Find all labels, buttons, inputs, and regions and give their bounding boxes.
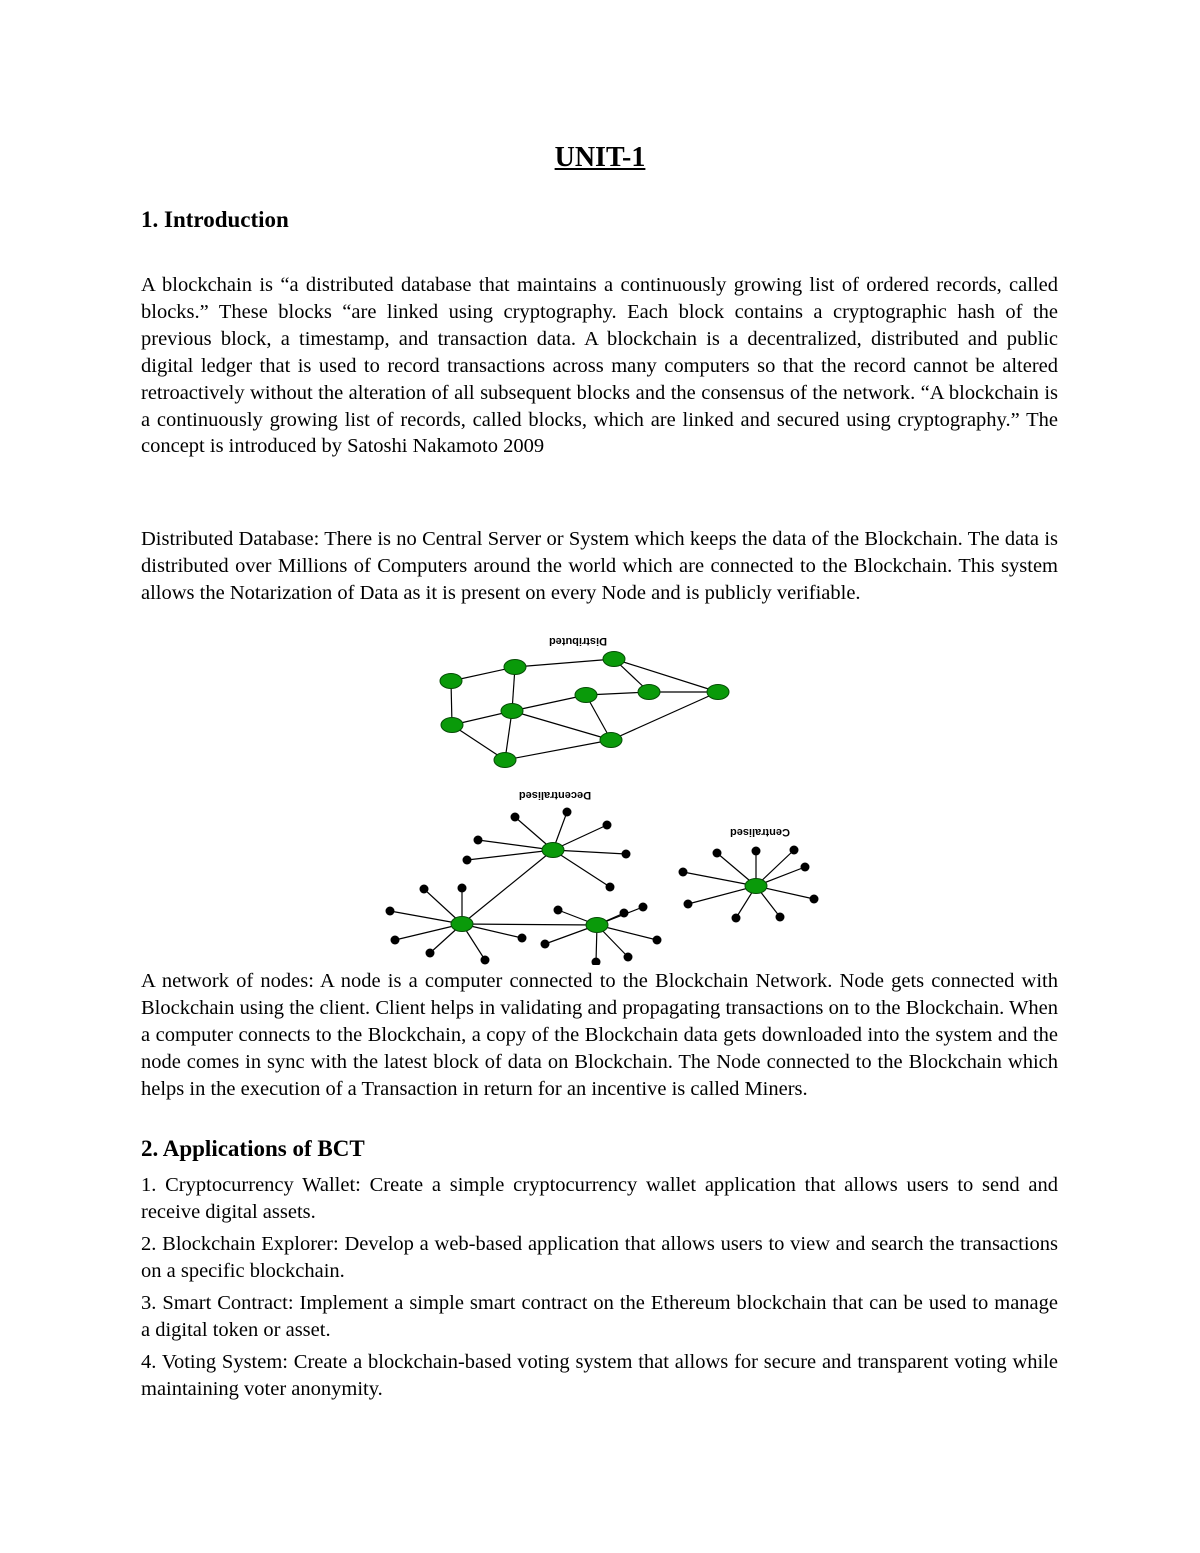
paragraph-network-of-nodes: A network of nodes: A node is a computer connected to the Blockchain Network. Node gets connected with Blockchain using the client. Client helps in validating and propagating transactions on to the Blockchain. When a computer connects to the Blockchain, a copy of the Blockchain data gets downloaded into the system and the node comes in sync with the latest block of data on Blockchain. The Node connected to the Blockchain which helps in the execution of a Transaction in return for an incentive is called Miners.	[141, 970, 1058, 1100]
decentralised-hub-node	[542, 843, 564, 858]
application-item: 1. Cryptocurrency Wallet: Create a simple cryptocurrency wallet application that allows users to send and receive digital assets.	[141, 1174, 1058, 1223]
decentralised-hub-node	[451, 917, 473, 932]
leaf-node	[776, 913, 785, 922]
network-edge	[512, 695, 586, 711]
distributed-node	[501, 704, 523, 719]
leaf-node	[624, 953, 633, 962]
network-edge	[515, 659, 614, 667]
distributed-node	[707, 685, 729, 700]
leaf-node	[518, 934, 527, 943]
leaf-node	[511, 813, 520, 822]
leaf-node	[474, 836, 483, 845]
leaf-node	[679, 868, 688, 877]
application-item: 4. Voting System: Create a blockchain-based voting system that allows for secure and transparent voting while maintaining voter anonymity.	[141, 1351, 1058, 1400]
network-edge	[467, 850, 553, 860]
leaf-node	[481, 956, 490, 965]
leaf-node	[790, 846, 799, 855]
leaf-node	[684, 900, 693, 909]
distributed-node	[603, 652, 625, 667]
page-title: UNIT-1	[554, 142, 646, 173]
network-edge	[462, 850, 553, 924]
label-distributed: Distributed	[548, 635, 608, 648]
leaf-node	[391, 936, 400, 945]
leaf-node	[554, 906, 563, 915]
section-heading-introduction: 1. Introduction	[141, 207, 289, 232]
label-centralised: Centralised	[730, 826, 790, 839]
network-edge	[512, 711, 611, 740]
leaf-node	[426, 949, 435, 958]
section-heading-applications: 2. Applications of BCT	[141, 1136, 365, 1161]
leaf-node	[603, 821, 612, 830]
network-edge	[614, 659, 718, 692]
leaf-node	[732, 914, 741, 923]
leaf-node	[563, 808, 572, 817]
distributed-node	[441, 718, 463, 733]
distributed-node	[575, 688, 597, 703]
leaf-node	[541, 940, 550, 949]
leaf-node	[801, 863, 810, 872]
leaf-node	[713, 849, 722, 858]
network-topology-figure	[370, 630, 830, 965]
leaf-node	[458, 884, 467, 893]
leaf-node	[622, 850, 631, 859]
decentralised-hub-node	[586, 918, 608, 933]
label-decentralised: Decentralised	[518, 789, 592, 802]
distributed-node	[504, 660, 526, 675]
paragraph-intro: A blockchain is “a distributed database that maintains a continuously growing list of ordered records, called blocks.” These blocks “are linked using cryptography. Each block contains a cryptographic hash of the previous block, a timestamp, and transaction data. A blockchain is a decentralized, distributed and public digital ledger that is used to record transactions across many computers so that the record cannot be altered retroactively without the alteration of all subsequent blocks and the consensus of the network. “A blockchain is a continuously growing list of records, called blocks, which are linked and secured using cryptography.” The concept is introduced by Satoshi Nakamoto 2009	[141, 274, 1058, 458]
leaf-node	[592, 958, 601, 966]
application-item: 2. Blockchain Explorer: Develop a web-based application that allows users to view and search the transactions on a specific blockchain.	[141, 1233, 1058, 1282]
leaf-node	[639, 903, 648, 912]
distributed-node	[638, 685, 660, 700]
leaf-node	[620, 909, 629, 918]
network-edge	[462, 924, 597, 925]
paragraph-distributed-database: Distributed Database: There is no Central Server or System which keeps the data of the Blockchain. The data is distributed over Millions of Computers around the world which are connected to the Blockchain. This system allows the Notarization of Data as it is present on every Node and is publicly verifiable.	[141, 528, 1058, 604]
leaf-node	[810, 895, 819, 904]
network-edge	[611, 692, 718, 740]
leaf-node	[463, 856, 472, 865]
distributed-node	[600, 733, 622, 748]
distributed-node	[494, 753, 516, 768]
network-edge	[553, 850, 610, 887]
leaf-node	[606, 883, 615, 892]
leaf-node	[653, 936, 662, 945]
application-item: 3. Smart Contract: Implement a simple smart contract on the Ethereum blockchain that can be used to manage a digital token or asset.	[141, 1292, 1058, 1341]
network-edge	[505, 740, 611, 760]
leaf-node	[420, 885, 429, 894]
centralised-hub-node	[745, 879, 767, 894]
leaf-node	[386, 907, 395, 916]
leaf-node	[752, 847, 761, 856]
distributed-node	[440, 674, 462, 689]
